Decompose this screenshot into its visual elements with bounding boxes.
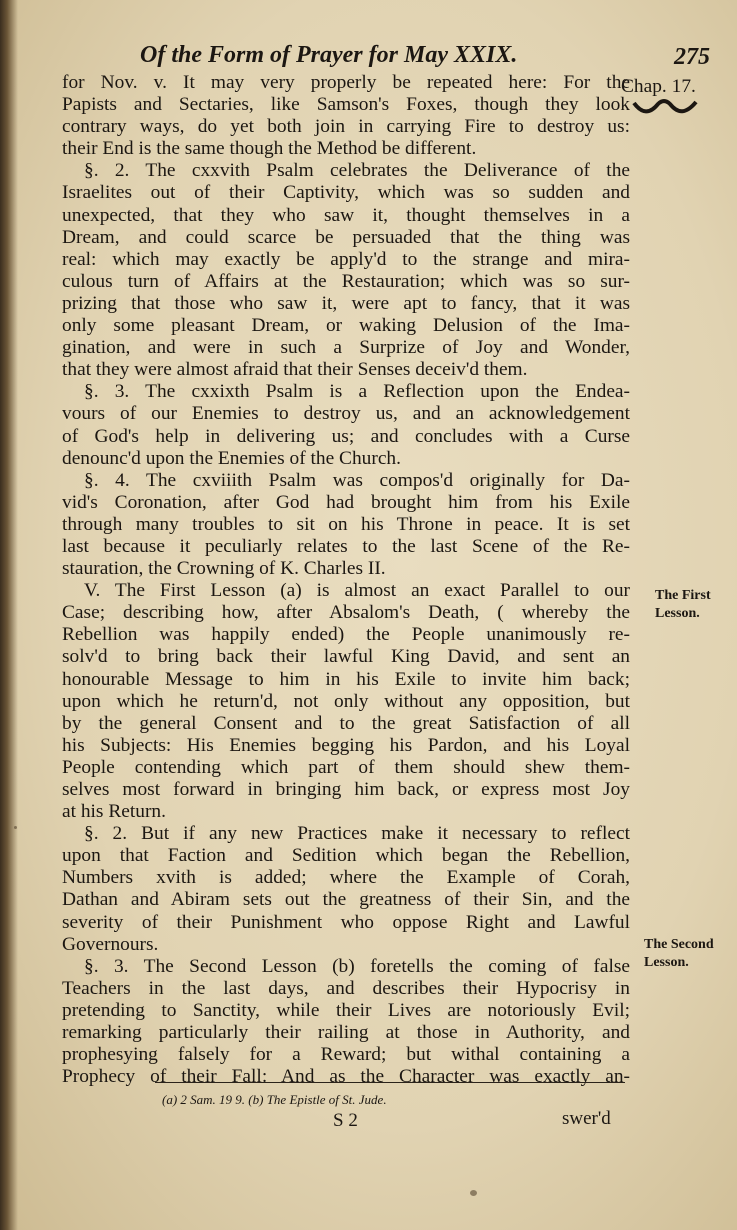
text-line: culous turn of Affairs at the Restauration; which was so sur-: [62, 270, 630, 292]
text-line: last because it peculiarly relates to the last Scene of the Re-: [62, 535, 630, 557]
text-line: for Nov. v. It may very properly be repeated here: For the: [62, 72, 630, 93]
text-line: selves most forward in bringing him back, or express most Joy: [62, 779, 630, 800]
text-line: Governours.: [62, 933, 159, 955]
text-line: Israelites out of their Captivity, which was so sudden and: [62, 182, 630, 204]
footnote: (a) 2 Sam. 19 9. (b) The Epistle of St. Jude.: [162, 1092, 387, 1107]
text-line: §. 3. The cxxixth Psalm is a Reflection upon the Endea-: [84, 381, 630, 403]
running-title: Of the Form of Prayer for May XXIX.: [140, 42, 518, 68]
text-line: Numbers xvith is added; where the Example of Corah,: [62, 867, 630, 889]
text-line: §. 2. The cxxvith Psalm celebrates the Deliverance of the: [84, 160, 630, 182]
footnote-rule: [155, 1082, 625, 1083]
text-line: §. 2. But if any new Practices make it necessary to reflect: [84, 823, 630, 845]
text-line: prophesying falsely for a Reward; but withal containing a: [62, 1044, 630, 1066]
text-line: §. 3. The Second Lesson (b) foretells the coming of false: [84, 955, 630, 977]
margin-note-first-lesson: The First Lesson.: [655, 588, 711, 621]
margin-chapter-note: Chap. 17.: [621, 76, 696, 97]
text-line: Case; describing how, after Absalom's Death, ( whereby the: [62, 602, 630, 624]
text-line: only some pleasant Dream, or waking Delusion of the Ima-: [62, 315, 630, 337]
printer-ornament-icon: [632, 98, 698, 114]
text-line: his Subjects: His Enemies begging his Pardon, and his Loyal: [62, 734, 630, 756]
text-line: unexpected, that they who saw it, thought themselves in a: [62, 204, 630, 226]
text-line: stauration, the Crowning of K. Charles II.: [62, 558, 386, 580]
text-line: solv'd to bring back their lawful King David, and sent an: [62, 646, 630, 668]
text-line: that they were almost afraid that their Senses deceiv'd them.: [62, 359, 528, 381]
text-line: Teachers in the last days, and describes their Hypocrisy in: [62, 977, 630, 999]
text-line: Dream, and could scarce be persuaded that the thing was: [62, 226, 630, 248]
margin-note-second-lesson: The Second Lesson.: [644, 937, 714, 970]
text-line: of God's help in delivering us; and concludes with a Curse: [62, 425, 630, 447]
text-line: Papists and Sectaries, like Samson's Foxes, though they look: [62, 94, 630, 116]
ink-speck: [14, 826, 17, 829]
text-line: honourable Message to him in his Exile to invite him back;: [62, 668, 630, 690]
binding-gutter: [0, 0, 18, 1230]
text-line: vid's Coronation, after God had brought him from his Exile: [62, 491, 630, 513]
text-line: real: which may exactly be apply'd to the strange and mira-: [62, 248, 630, 270]
text-line: Rebellion was happily ended) the People unanimously re-: [62, 624, 630, 646]
text-line: contrary ways, do yet both join in carrying Fire to destroy us:: [62, 116, 630, 138]
page-header: [140, 42, 710, 72]
text-line: their End is the same though the Method be different.: [62, 138, 477, 160]
text-line: by the general Consent and to the great Satisfaction of all: [62, 712, 630, 734]
text-line: severity of their Punishment who oppose Right and Lawful: [62, 911, 630, 933]
text-line: prizing that those who saw it, were apt to fancy, that it was: [62, 292, 630, 314]
body-text: [62, 72, 630, 1088]
text-line: People contending which part of them should shew them-: [62, 756, 630, 778]
text-line: remarking particularly their railing at those in Authority, and: [62, 1022, 630, 1044]
text-line: §. 4. The cxviiith Psalm was compos'd originally for Da-: [84, 469, 630, 491]
text-line: denounc'd upon the Enemies of the Church.: [62, 447, 401, 469]
page-number: 275: [674, 44, 710, 70]
ink-speck: [470, 1190, 477, 1196]
text-line: through many troubles to sit on his Throne in peace. It is set: [62, 513, 630, 535]
text-line: V. The First Lesson (a) is almost an exact Parallel to our: [84, 580, 630, 602]
text-line: Dathan and Abiram sets out the greatness of their Sin, and the: [62, 889, 630, 911]
text-line: upon that Faction and Sedition which began the Rebellion,: [62, 845, 630, 867]
signature-mark: S 2: [333, 1110, 358, 1131]
text-line: pretending to Sanctity, while their Lives are notoriously Evil;: [62, 999, 630, 1021]
text-line: upon which he return'd, not only without any opposition, but: [62, 690, 630, 712]
text-line: vours of our Enemies to destroy us, and an acknowledgement: [62, 403, 630, 425]
text-line: Prophecy of their Fall: And as the Character was exactly an-: [62, 1066, 630, 1088]
text-line: gination, and were in such a Surprize of Joy and Wonder,: [62, 337, 630, 359]
catchword: swer'd: [562, 1108, 611, 1129]
text-line: at his Return.: [62, 801, 166, 823]
